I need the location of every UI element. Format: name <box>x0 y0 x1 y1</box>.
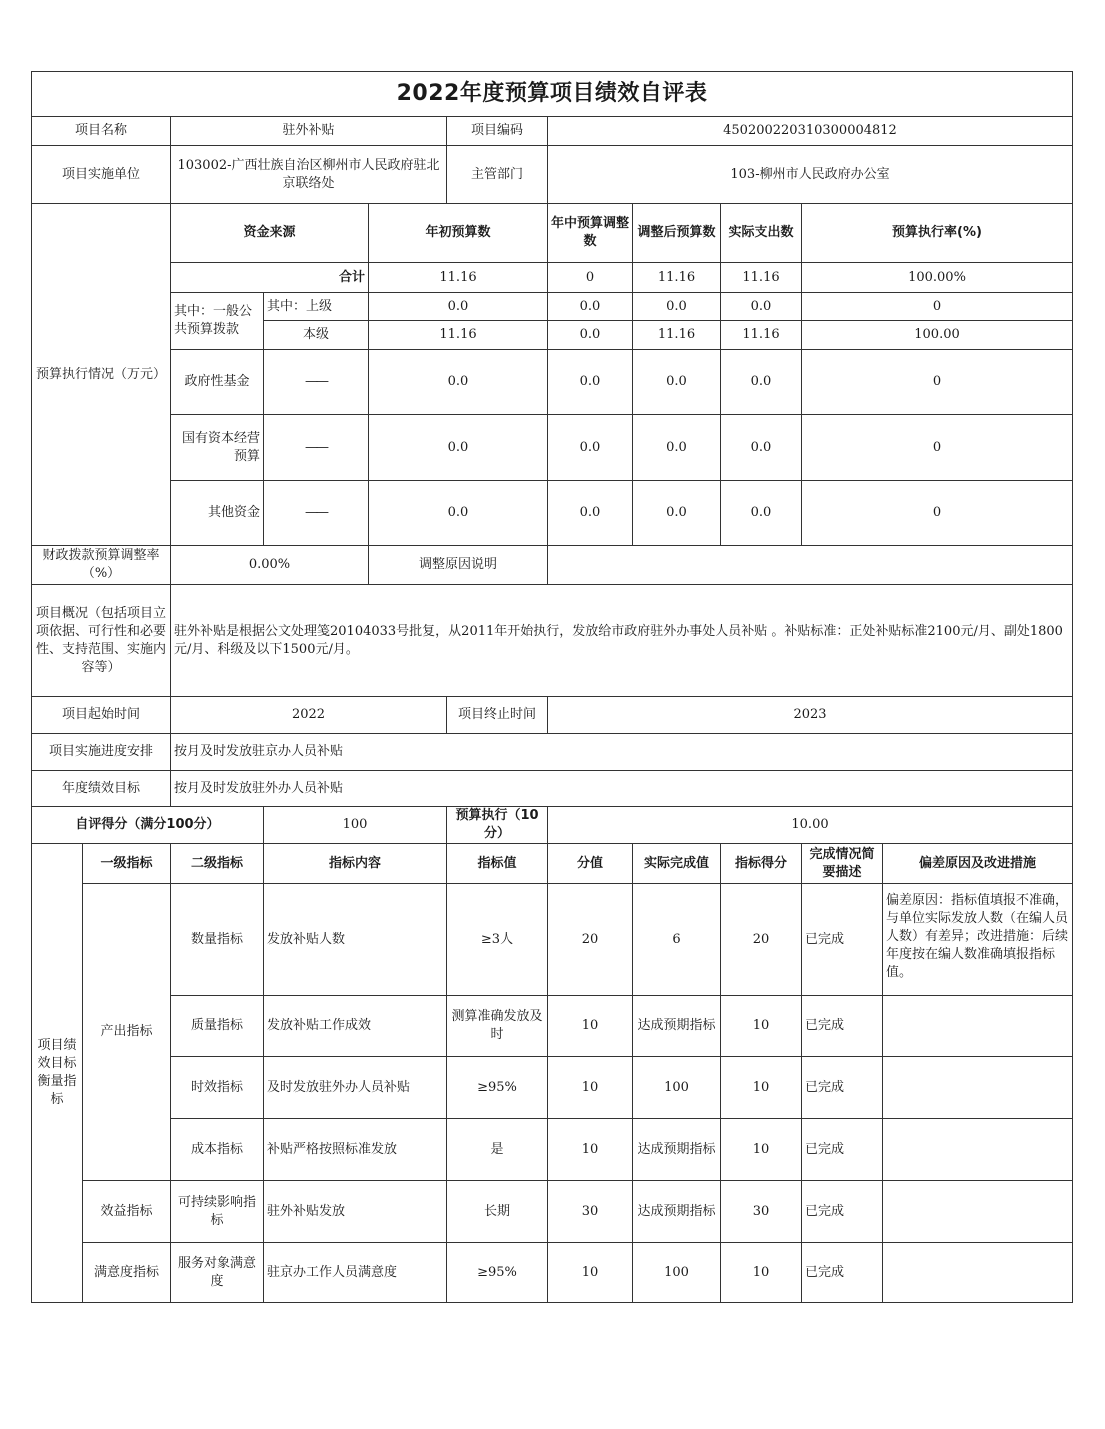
deviation <box>883 1057 1073 1119</box>
score: 10 <box>721 996 802 1057</box>
annual-goal-label: 年度绩效目标 <box>32 771 171 807</box>
target: 测算准确发放及时 <box>447 996 548 1057</box>
upper-actual: 0.0 <box>721 293 802 321</box>
content: 补贴严格按照标准发放 <box>264 1119 447 1181</box>
impl-unit: 103002-广西壮族自治区柳州市人民政府驻北京联络处 <box>171 146 447 204</box>
self-score-label: 自评得分（满分100分） <box>32 807 264 844</box>
status: 已完成 <box>802 996 883 1057</box>
project-name: 驻外补贴 <box>171 117 447 146</box>
total-rate: 100.00% <box>802 263 1073 293</box>
content: 驻外补贴发放 <box>264 1181 447 1243</box>
score: 10 <box>721 1119 802 1181</box>
header-adjusted: 调整后预算数 <box>633 204 721 263</box>
content: 及时发放驻外办人员补贴 <box>264 1057 447 1119</box>
deviation <box>883 1119 1073 1181</box>
level2: 可持续影响指标 <box>171 1181 264 1243</box>
budget-section-label: 预算执行情况（万元） <box>32 204 171 546</box>
deviation <box>883 1243 1073 1303</box>
total-initial: 11.16 <box>369 263 548 293</box>
points: 20 <box>548 884 633 996</box>
header-content: 指标内容 <box>264 844 447 884</box>
dept: 103-柳州市人民政府办公室 <box>548 146 1073 204</box>
other-fund-adjusted: 0.0 <box>633 481 721 546</box>
gov-fund-adjusted: 0.0 <box>633 350 721 415</box>
status: 已完成 <box>802 1119 883 1181</box>
progress-text: 按月及时发放驻京办人员补贴 <box>171 734 1073 771</box>
project-code-label: 项目编码 <box>447 117 548 146</box>
header-source: 资金来源 <box>171 204 369 263</box>
adjust-rate-label: 财政拨款预算调整率（%） <box>32 546 171 585</box>
target: ≥95% <box>447 1243 548 1303</box>
points: 10 <box>548 996 633 1057</box>
upper-mid-adjust: 0.0 <box>548 293 633 321</box>
level2: 服务对象满意度 <box>171 1243 264 1303</box>
self-score: 100 <box>264 807 447 844</box>
local-rate: 100.00 <box>802 321 1073 350</box>
table-row <box>32 996 1073 1057</box>
impl-unit-label: 项目实施单位 <box>32 146 171 204</box>
gov-fund-mid-adjust: 0.0 <box>548 350 633 415</box>
local-actual: 11.16 <box>721 321 802 350</box>
target: 是 <box>447 1119 548 1181</box>
other-fund-label: 其他资金 <box>171 481 264 546</box>
header-score: 指标得分 <box>721 844 802 884</box>
table-row <box>32 1181 1073 1243</box>
progress-label: 项目实施进度安排 <box>32 734 171 771</box>
upper-rate: 0 <box>802 293 1073 321</box>
gov-fund-dash: —— <box>264 350 369 415</box>
indicators-section-label: 项目绩效目标衡量指标 <box>32 844 83 1303</box>
satisfaction-indicator-label: 满意度指标 <box>83 1243 171 1303</box>
actual-value: 达成预期指标 <box>633 1119 721 1181</box>
state-capital-adjusted: 0.0 <box>633 415 721 481</box>
performance-evaluation-table <box>31 71 1073 1303</box>
project-code: 450200220310300004812 <box>548 117 1073 146</box>
score: 30 <box>721 1181 802 1243</box>
header-points: 分值 <box>548 844 633 884</box>
score: 10 <box>721 1057 802 1119</box>
header-rate: 预算执行率(%) <box>802 204 1073 263</box>
local-mid-adjust: 0.0 <box>548 321 633 350</box>
target: ≥95% <box>447 1057 548 1119</box>
header-actual: 实际支出数 <box>721 204 802 263</box>
status: 已完成 <box>802 884 883 996</box>
end-time-label: 项目终止时间 <box>447 697 548 734</box>
deviation <box>883 996 1073 1057</box>
local-adjusted: 11.16 <box>633 321 721 350</box>
total-actual: 11.16 <box>721 263 802 293</box>
total-adjusted: 11.16 <box>633 263 721 293</box>
header-status: 完成情况简要描述 <box>802 844 883 884</box>
adjust-reason-label: 调整原因说明 <box>369 546 548 585</box>
benefit-indicator-label: 效益指标 <box>83 1181 171 1243</box>
level2: 质量指标 <box>171 996 264 1057</box>
points: 10 <box>548 1243 633 1303</box>
overview-text: 驻外补贴是根据公文处理笺20104033号批复，从2011年开始执行，发放给市政府驻外办事处人员补贴 。补贴标准：正处补贴标准2100元/月、副处1800元/月、科级及以下1500元/月。 <box>171 585 1073 697</box>
state-capital-initial: 0.0 <box>369 415 548 481</box>
table-row <box>32 884 1073 996</box>
start-time-label: 项目起始时间 <box>32 697 171 734</box>
header-mid-adjust: 年中预算调整数 <box>548 204 633 263</box>
dept-label: 主管部门 <box>447 146 548 204</box>
annual-goal-text: 按月及时发放驻外办人员补贴 <box>171 771 1073 807</box>
status: 已完成 <box>802 1181 883 1243</box>
start-time: 2022 <box>171 697 447 734</box>
content: 发放补贴人数 <box>264 884 447 996</box>
target: 长期 <box>447 1181 548 1243</box>
table-row <box>32 1243 1073 1303</box>
header-initial: 年初预算数 <box>369 204 548 263</box>
deviation: 偏差原因：指标值填报不准确，与单位实际发放人数（在编人员人数）有差异；改进措施：后续年度按在编人数准确填报指标值。 <box>883 884 1073 996</box>
content: 驻京办工作人员满意度 <box>264 1243 447 1303</box>
table-row <box>32 1119 1073 1181</box>
adjust-rate: 0.00% <box>171 546 369 585</box>
upper-initial: 0.0 <box>369 293 548 321</box>
header-level2: 二级指标 <box>171 844 264 884</box>
adjust-reason <box>548 546 1073 585</box>
points: 30 <box>548 1181 633 1243</box>
header-deviation: 偏差原因及改进措施 <box>883 844 1073 884</box>
general-budget-label: 其中：一般公共预算拨款 <box>171 293 264 350</box>
state-capital-actual: 0.0 <box>721 415 802 481</box>
actual-value: 100 <box>633 1243 721 1303</box>
other-fund-rate: 0 <box>802 481 1073 546</box>
upper-label: 其中：上级 <box>264 293 369 321</box>
actual-value: 6 <box>633 884 721 996</box>
local-initial: 11.16 <box>369 321 548 350</box>
other-fund-dash: —— <box>264 481 369 546</box>
other-fund-initial: 0.0 <box>369 481 548 546</box>
status: 已完成 <box>802 1243 883 1303</box>
header-actual-value: 实际完成值 <box>633 844 721 884</box>
level2: 时效指标 <box>171 1057 264 1119</box>
points: 10 <box>548 1119 633 1181</box>
target: ≥3人 <box>447 884 548 996</box>
upper-adjusted: 0.0 <box>633 293 721 321</box>
local-label: 本级 <box>264 321 369 350</box>
other-fund-actual: 0.0 <box>721 481 802 546</box>
content: 发放补贴工作成效 <box>264 996 447 1057</box>
budget-exec-score: 10.00 <box>548 807 1073 844</box>
state-capital-mid-adjust: 0.0 <box>548 415 633 481</box>
page-title: 2022年度预算项目绩效自评表 <box>32 72 1073 117</box>
actual-value: 达成预期指标 <box>633 1181 721 1243</box>
table-row <box>32 1057 1073 1119</box>
score: 10 <box>721 1243 802 1303</box>
actual-value: 100 <box>633 1057 721 1119</box>
gov-fund-rate: 0 <box>802 350 1073 415</box>
gov-fund-label: 政府性基金 <box>171 350 264 415</box>
header-target: 指标值 <box>447 844 548 884</box>
points: 10 <box>548 1057 633 1119</box>
status: 已完成 <box>802 1057 883 1119</box>
level2: 数量指标 <box>171 884 264 996</box>
state-capital-rate: 0 <box>802 415 1073 481</box>
header-level1: 一级指标 <box>83 844 171 884</box>
actual-value: 达成预期指标 <box>633 996 721 1057</box>
total-label: 合计 <box>171 263 369 293</box>
total-mid-adjust: 0 <box>548 263 633 293</box>
budget-exec-label: 预算执行（10分） <box>447 807 548 844</box>
gov-fund-actual: 0.0 <box>721 350 802 415</box>
state-capital-label: 国有资本经营预算 <box>171 415 264 481</box>
score: 20 <box>721 884 802 996</box>
output-indicator-label: 产出指标 <box>83 884 171 1181</box>
other-fund-mid-adjust: 0.0 <box>548 481 633 546</box>
level2: 成本指标 <box>171 1119 264 1181</box>
gov-fund-initial: 0.0 <box>369 350 548 415</box>
overview-label: 项目概况（包括项目立项依据、可行性和必要性、支持范围、实施内容等） <box>32 585 171 697</box>
end-time: 2023 <box>548 697 1073 734</box>
state-capital-dash: —— <box>264 415 369 481</box>
project-name-label: 项目名称 <box>32 117 171 146</box>
deviation <box>883 1181 1073 1243</box>
